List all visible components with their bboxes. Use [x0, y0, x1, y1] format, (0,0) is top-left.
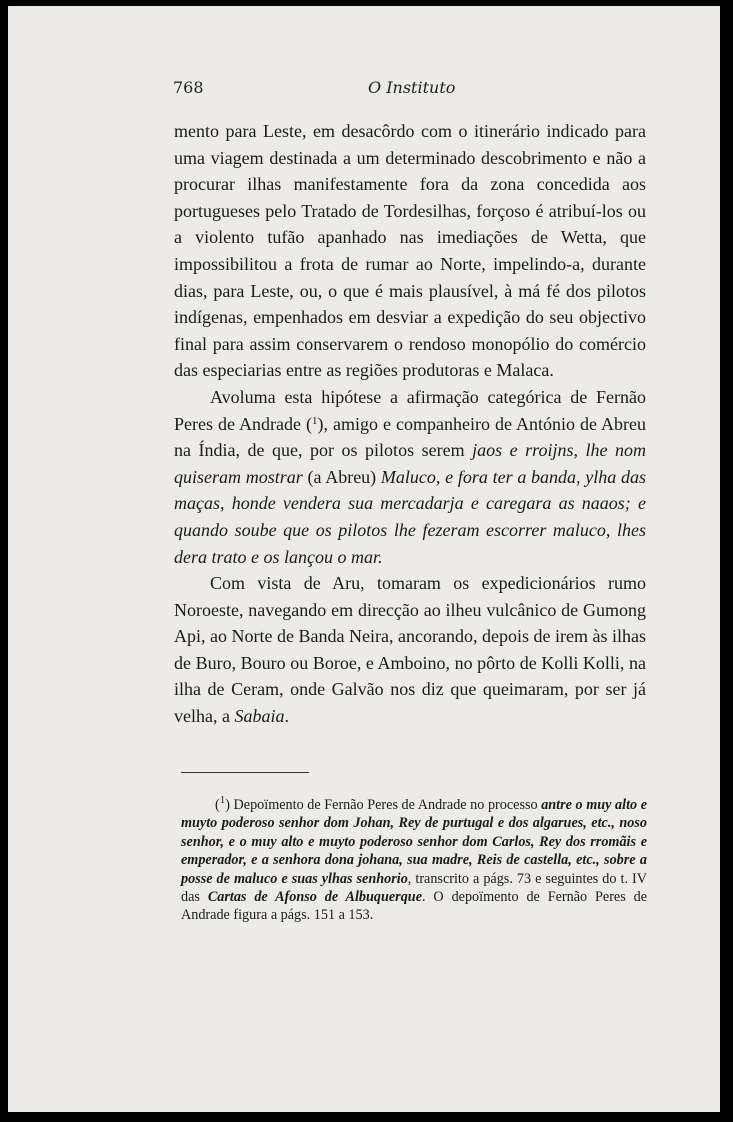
running-title: O Instituto	[368, 78, 456, 97]
italic-text: antre o muy alto e muyto poderoso senhor dom Johan, Rey de purtugal e dos algarues, etc., noso senhor, e o muy alto e muyto poderoso senhor dom Carlos, Rey dos rromãis e emperador, e a senhora dona johana, sua madre, Reis de castella, etc., sobre a posse de maluco e suas ylhas senhorio	[181, 797, 647, 887]
text-run: Avoluma esta hipótese a afirmação categórica de Fernão Peres de Andrade (	[174, 386, 646, 434]
text-run: ) Depoïmento de Fernão Peres de Andrade no processo	[225, 797, 542, 813]
text-run: (	[215, 797, 220, 813]
paragraph-3	[174, 570, 646, 730]
text-run: , transcrito a págs. 73 e seguintes do t. IV das	[181, 870, 648, 906]
body-text	[174, 118, 646, 730]
paragraph-2	[174, 384, 646, 570]
footnote-marker: 1	[312, 414, 318, 427]
text-run: Com vista de Aru, tomaram os expedicionários rumo Noroeste, navegando em direcção ao ilheu vulcânico de Gumong Api, ao Norte de Banda Neira, ancorando, depois de irem às ilhas de Buro, Bouro ou Boroe, e Amboino, no pôrto de Kolli Kolli, na ilha de Ceram, onde Galvão nos diz que queimaram, por ser já velha, a	[174, 573, 646, 727]
italic-text: Maluco, e fora ter a banda, ylha das maças, honde vendera sua mercadarja e caregara as naaos; e quando soube que os pilotos lhe fezeram escorrer maluco, lhes dera trato e os lançou o mar.	[174, 466, 647, 567]
text-run: ), amigo e companheiro de António de Abreu na Índia, de que, por os pilotos serem	[174, 413, 647, 461]
footnote-marker: 1	[219, 794, 226, 806]
footnote-divider	[181, 772, 309, 773]
italic-text: jaos e rroijns, lhe nom quiseram mostrar	[174, 440, 646, 487]
paragraph-1	[174, 118, 646, 384]
document-page	[8, 6, 720, 1112]
page-number: 768	[173, 78, 204, 97]
text-run: .	[284, 706, 289, 727]
italic-text: Cartas de Afonso de Albuquerque	[207, 889, 422, 906]
italic-text: Sabaia	[234, 706, 285, 727]
text-run: . O depoïmento de Fernão Peres de Andrade figura a págs. 151 a 153.	[181, 889, 648, 924]
footnote-text	[181, 796, 647, 925]
footnote	[181, 796, 647, 925]
text-run: (a Abreu)	[302, 466, 381, 487]
text-run: mento para Leste, em desacôrdo com o itinerário indicado para uma viagem destinada a um determinado descobrimento e não a procurar ilhas manifestamente fora da zona concedida aos portugueses pelo Tratado de Tordesilhas, forçoso é atribuí-los ou a violento tufão apanhado nas imediações de Wetta, que impossibilitou a frota de rumar ao Norte, impelindo-a, durante dias, para Leste, ou, o que é mais plausível, à má fé dos pilotos indígenas, empenhados em desviar a expedição do seu objectivo final para assim conservarem o rendoso monopólio do comércio das especiarias entre as regiões produtoras e Malaca.	[174, 121, 646, 381]
